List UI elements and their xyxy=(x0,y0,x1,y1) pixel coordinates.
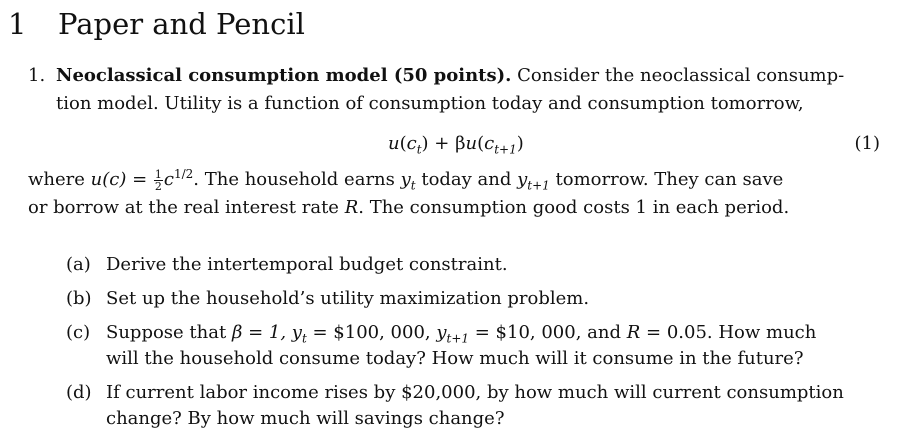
problem-parts xyxy=(66,252,896,440)
part-b-text: Set up the household’s utility maximization problem. xyxy=(106,288,590,309)
utility-equation: $u(c_t) + \beta u(c_{t+1})$ xyxy=(388,133,524,157)
part-a xyxy=(66,252,896,278)
part-b-label: (b) xyxy=(66,288,92,309)
equation-row xyxy=(28,122,888,166)
part-c: (c) Suppose that β = 1, $y_t$ = $100, 000, $y_{t+1}$ = $10, 000, and R = 0.05. How much will the household consume today? How much will it consume in the future? xyxy=(66,320,896,372)
part-d-label: (d) xyxy=(66,382,92,403)
part-c-label: (c) xyxy=(66,322,91,343)
part-a-label: (a) xyxy=(66,254,91,275)
fraction-one-half: $\frac{1}{2}$ xyxy=(154,167,162,193)
section-title: Paper and Pencil xyxy=(58,7,305,41)
problem-intro-text: Consider the neoclassical consump- xyxy=(517,65,845,86)
problem-intro-line-2: tion model. Utility is a function of consumption today and consumption tomorrow, xyxy=(56,93,804,114)
problem-title: Neoclassical consumption model (50 points). xyxy=(56,65,512,86)
part-d xyxy=(66,380,896,432)
problem-number: 1. xyxy=(28,65,46,86)
section-number: 1 xyxy=(8,7,27,41)
problem-1 xyxy=(28,62,888,222)
part-d-text-line-2: change? By how much will savings change? xyxy=(106,408,505,429)
part-d-text-line-1: If current labor income rises by $20,000, by how much will current consumption xyxy=(106,382,844,403)
part-b xyxy=(66,286,896,312)
part-c-text-line-2: will the household consume today? How much will it consume in the future? xyxy=(106,348,804,369)
section-heading xyxy=(8,6,305,42)
problem-intro-line-1 xyxy=(28,62,888,90)
problem-where-line: where u(c) = $\frac{1}{2}$ $c^{1/2}$. The household earns $y_t$ today and $y_{t+1}$ tomorrow. They can save xyxy=(28,167,784,193)
part-a-text: Derive the intertemporal budget constraint. xyxy=(106,254,508,275)
equation-number: (1) xyxy=(854,133,880,154)
problem-interest-line: or borrow at the real interest rate R. The consumption good costs 1 in each period. xyxy=(28,197,790,218)
